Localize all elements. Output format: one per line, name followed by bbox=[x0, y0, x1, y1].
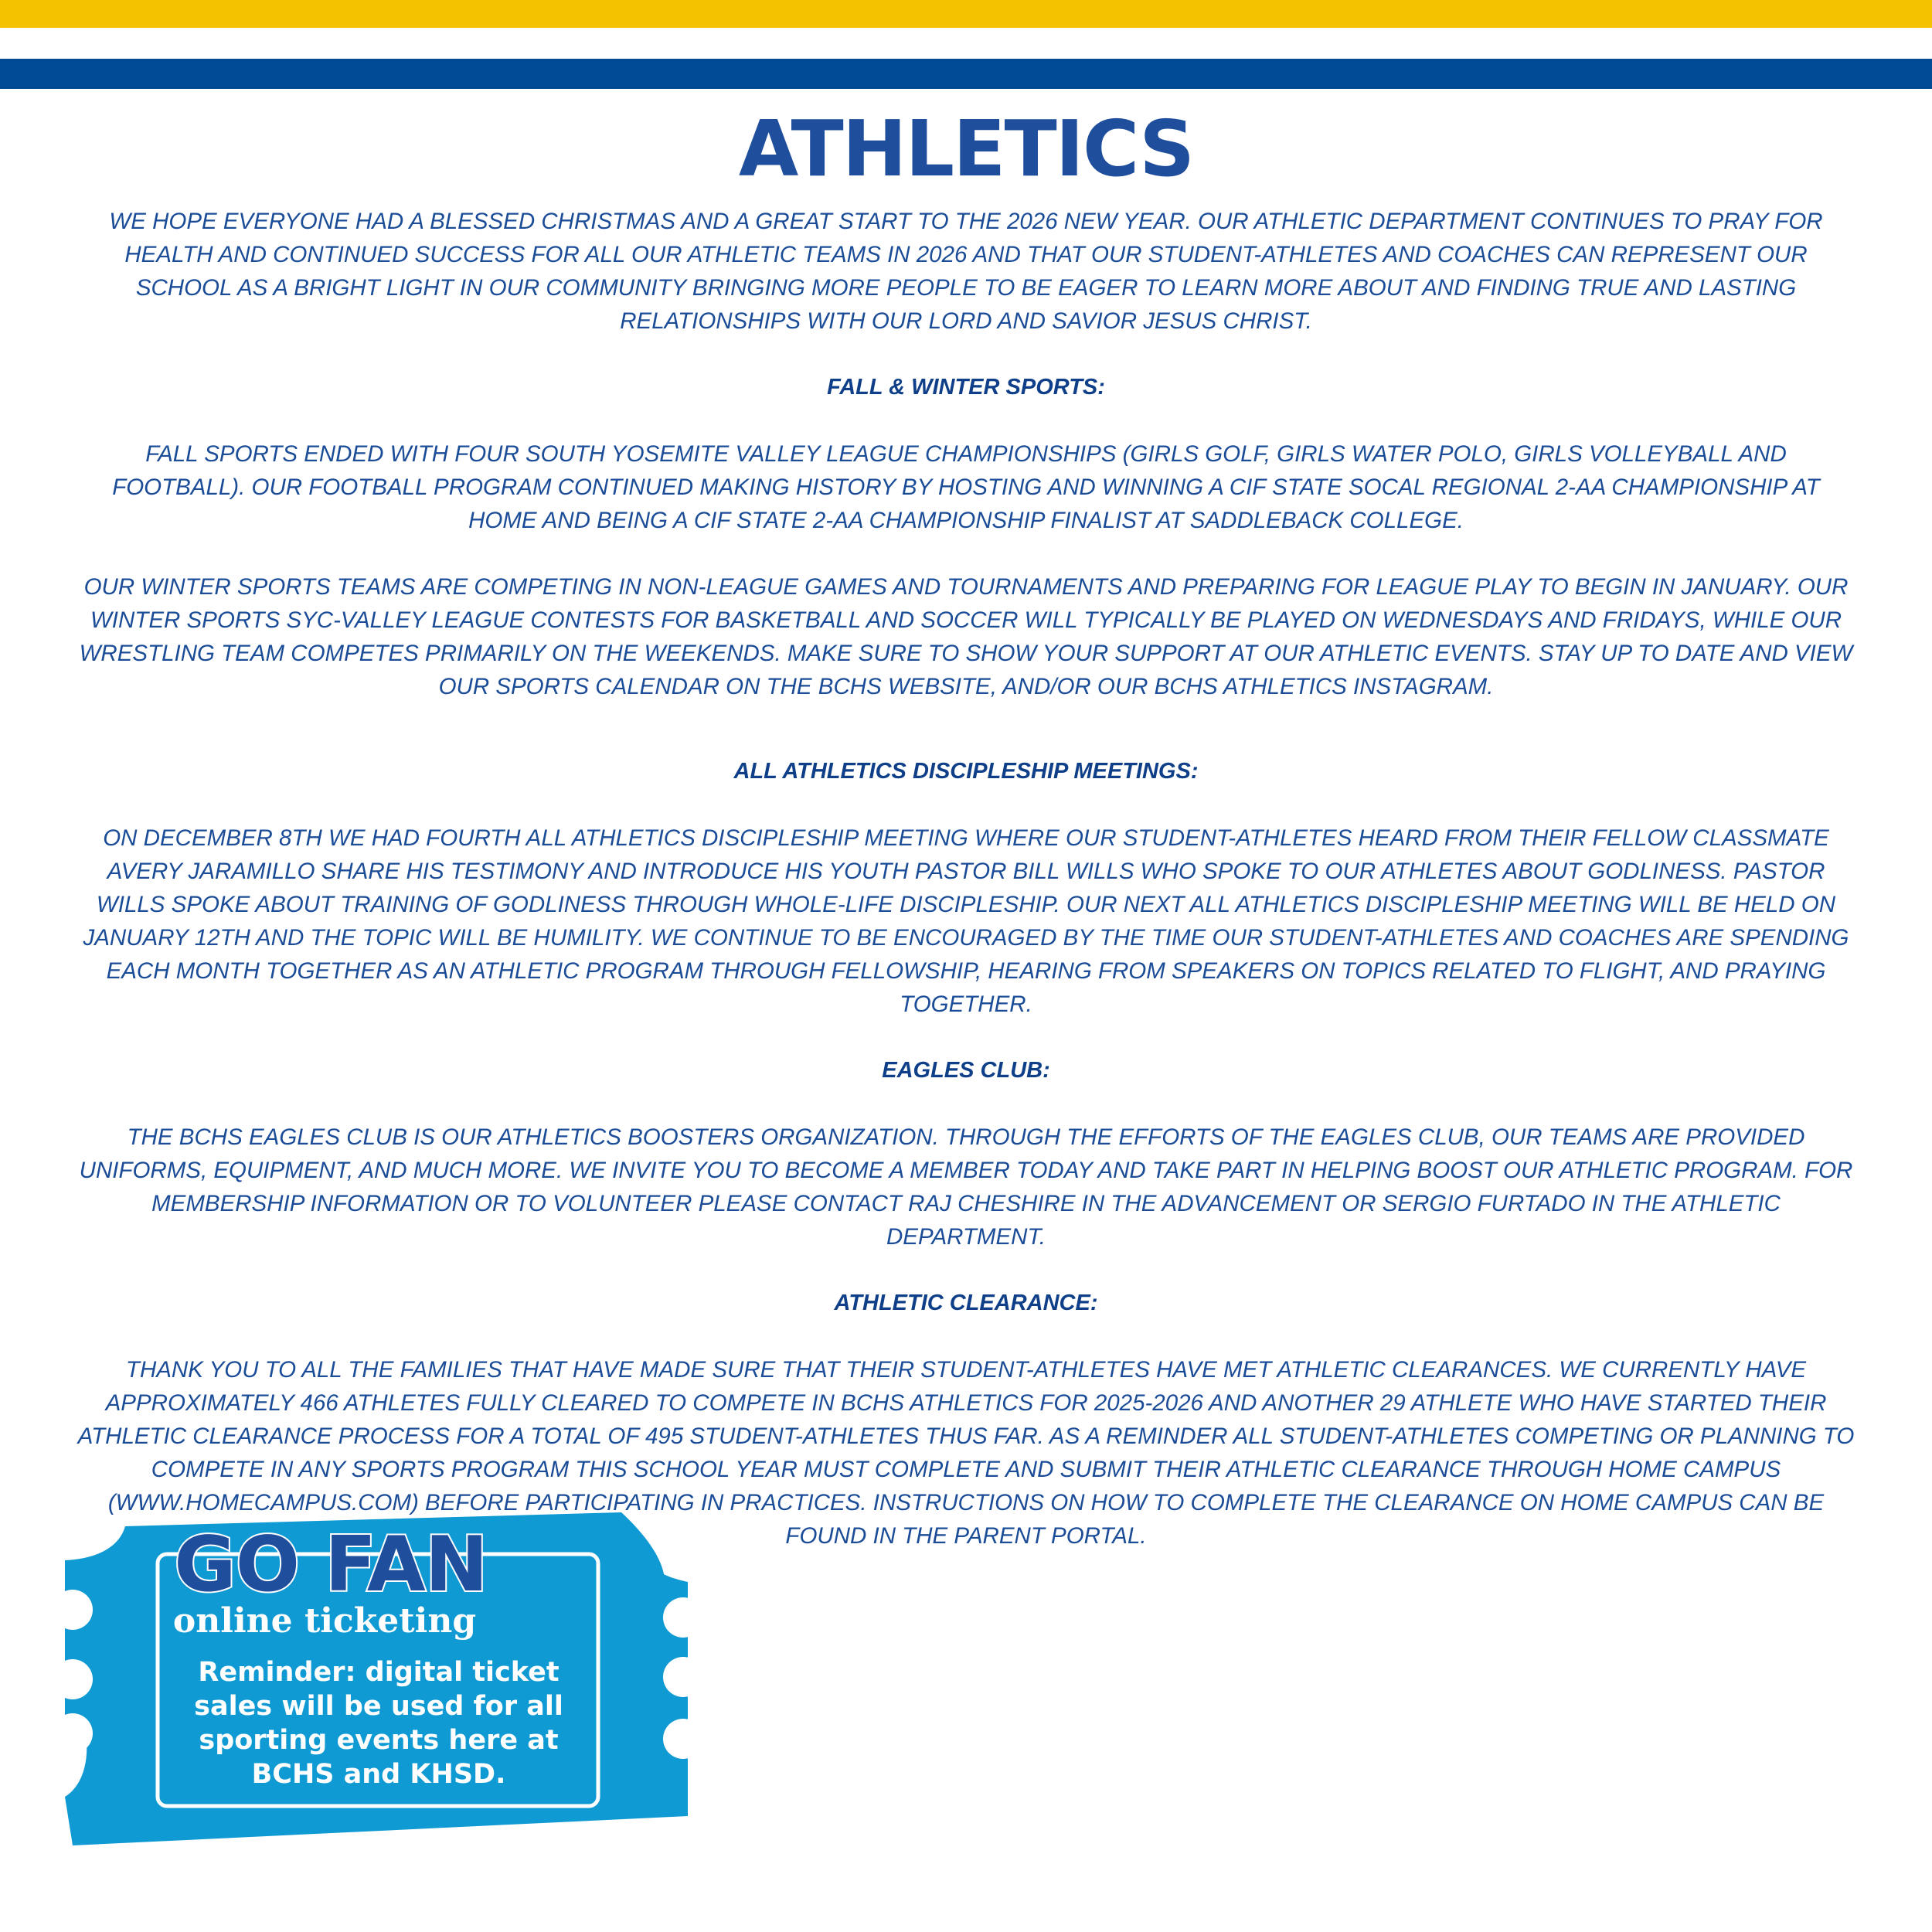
spacer bbox=[77, 788, 1855, 821]
gofan-reminder-text: Reminder: digital ticket sales will be used for all sporting events here at BCHS and KHSD. bbox=[194, 1657, 563, 1790]
clearance-paragraph: THANK YOU TO ALL THE FAMILIES THAT HAVE MADE SURE THAT THEIR STUDENT-ATHLETES HAVE MET ATHLETIC CLEARANCES. WE CURRENTLY HAVE APPROXIMATELY 466 ATHLETES FULLY CLEARED TO COMPETE IN BCHS ATHLETICS FOR 2025-2026 AND ANOTHER 29 ATHLETE WHO HAVE STARTED THEIR ATHLETIC CLEARANCE PROCESS FOR A TOTAL OF 495 STUDENT-ATHLETES THUS FAR. AS A REMINDER ALL STUDENT-ATHLETES COMPETING OR PLANNING TO COMPETE IN ANY SPORTS PROGRAM THIS SCHOOL YEAR MUST COMPLETE AND SUBMIT THEIR ATHLETIC CLEARANCE THROUGH HOME CAMPUS (WWW.HOMECAMPUS.COM) BEFORE PARTICIPATING IN PRACTICES. INSTRUCTIONS ON HOW TO COMPLETE THE CLEARANCE ON HOME CAMPUS CAN BE FOUND IN THE PARENT PORTAL. bbox=[77, 1357, 1855, 1549]
spacer bbox=[77, 1021, 1855, 1054]
spacer bbox=[77, 703, 1855, 755]
eagles-club-paragraph: THE BCHS EAGLES CLUB IS OUR ATHLETICS BOOSTERS ORGANIZATION. THROUGH THE EFFORTS OF THE EAGLES CLUB, OUR TEAMS ARE PROVIDED UNIFORMS, EQUIPMENT, AND MUCH MORE. WE INVITE YOU TO BECOME A MEMBER TODAY AND TAKE PART IN HELPING BOOST OUR ATHLETIC PROGRAM. FOR MEMBERSHIP INFORMATION OR TO VOLUNTEER PLEASE CONTACT RAJ CHESHIRE IN THE ADVANCEMENT OR SERGIO FURTADO IN THE ATHLETIC DEPARTMENT. bbox=[79, 1124, 1853, 1250]
fall-sports-paragraph: FALL SPORTS ENDED WITH FOUR SOUTH YOSEMITE VALLEY LEAGUE CHAMPIONSHIPS (GIRLS GOLF, GIRLS WATER POLO, GIRLS VOLLEYBALL AND FOOTBALL). OUR FOOTBALL PROGRAM CONTINUED MAKING HISTORY BY HOSTING AND WINNING A CIF STATE SOCAL REGIONAL 2-AA CHAMPIONSHIP AT HOME AND BEING A CIF STATE 2-AA CHAMPIONSHIP FINALIST AT SADDLEBACK COLLEGE. bbox=[112, 441, 1820, 533]
spacer bbox=[77, 1087, 1855, 1121]
discipleship-heading: ALL ATHLETICS DISCIPLESHIP MEETINGS: bbox=[733, 759, 1199, 784]
discipleship-paragraph: ON DECEMBER 8TH WE HAD FOURTH ALL ATHLETICS DISCIPLESHIP MEETING WHERE OUR STUDENT-ATHLETES HEARD FROM THEIR FELLOW CLASSMATE AVERY JARAMILLO SHARE HIS TESTIMONY AND INTRODUCE HIS YOUTH PASTOR BILL WILLS WHO SPOKE TO OUR ATHLETES ABOUT GODLINESS. PASTOR WILLS SPOKE ABOUT TRAINING OF GODLINESS THROUGH WHOLE-LIFE DISCIPLESHIP. OUR NEXT ALL ATHLETICS DISCIPLESHIP MEETING WILL BE HELD ON JANUARY 12TH AND THE TOPIC WILL BE HUMILITY. WE CONTINUE TO BE ENCOURAGED BY THE TIME OUR STUDENT-ATHLETES AND COACHES ARE SPENDING EACH MONTH TOGETHER AS AN ATHLETIC PROGRAM THROUGH FELLOWSHIP, HEARING FROM SPEAKERS ON TOPICS RELATED TO FLIGHT, AND PRAYING TOGETHER. bbox=[83, 825, 1849, 1017]
eagles-club-heading: EAGLES CLUB: bbox=[882, 1058, 1050, 1083]
page-title: ATHLETICS bbox=[738, 104, 1194, 194]
gofan-title: GO FAN bbox=[174, 1521, 488, 1609]
winter-sports-paragraph: OUR WINTER SPORTS TEAMS ARE COMPETING IN NON-LEAGUE GAMES AND TOURNAMENTS AND PREPARING FOR LEAGUE PLAY TO BEGIN IN JANUARY. OUR WINTER SPORTS SYC-VALLEY LEAGUE CONTESTS FOR BASKETBALL AND SOCCER WILL TYPICALLY BE PLAYED ON WEDNESDAYS AND FRIDAYS, WHILE OUR WRESTLING TEAM COMPETES PRIMARILY ON THE WEEKENDS. MAKE SURE TO SHOW YOUR SUPPORT AT OUR ATHLETIC EVENTS. STAY UP TO DATE AND VIEW OUR SPORTS CALENDAR ON THE BCHS WEBSITE, AND/OR OUR BCHS ATHLETICS INSTAGRAM. bbox=[79, 574, 1853, 699]
spacer bbox=[77, 537, 1855, 570]
fall-winter-heading: FALL & WINTER SPORTS: bbox=[827, 375, 1105, 400]
spacer bbox=[77, 338, 1855, 371]
spacer bbox=[77, 404, 1855, 437]
intro-paragraph: WE HOPE EVERYONE HAD A BLESSED CHRISTMAS AND A GREAT START TO THE 2026 NEW YEAR. OUR ATHLETIC DEPARTMENT CONTINUES TO PRAY FOR HEALTH AND CONTINUED SUCCESS FOR ALL OUR ATHLETIC TEAMS IN 2026 AND THAT OUR STUDENT-ATHLETES AND COACHES CAN REPRESENT OUR SCHOOL AS A BRIGHT LIGHT IN OUR COMMUNITY BRINGING MORE PEOPLE TO BE EAGER TO LEARN MORE ABOUT AND FINDING TRUE AND LASTING RELATIONSHIPS WITH OUR LORD AND SAVIOR JESUS CHRIST. bbox=[109, 209, 1823, 334]
spacer bbox=[77, 1253, 1855, 1287]
top-blue-stripe bbox=[0, 59, 1932, 89]
article-body bbox=[77, 205, 1855, 1553]
top-gold-stripe bbox=[0, 0, 1932, 28]
gofan-subtitle: online ticketing bbox=[172, 1601, 477, 1641]
clearance-heading: ATHLETIC CLEARANCE: bbox=[834, 1291, 1098, 1315]
spacer bbox=[77, 1320, 1855, 1353]
